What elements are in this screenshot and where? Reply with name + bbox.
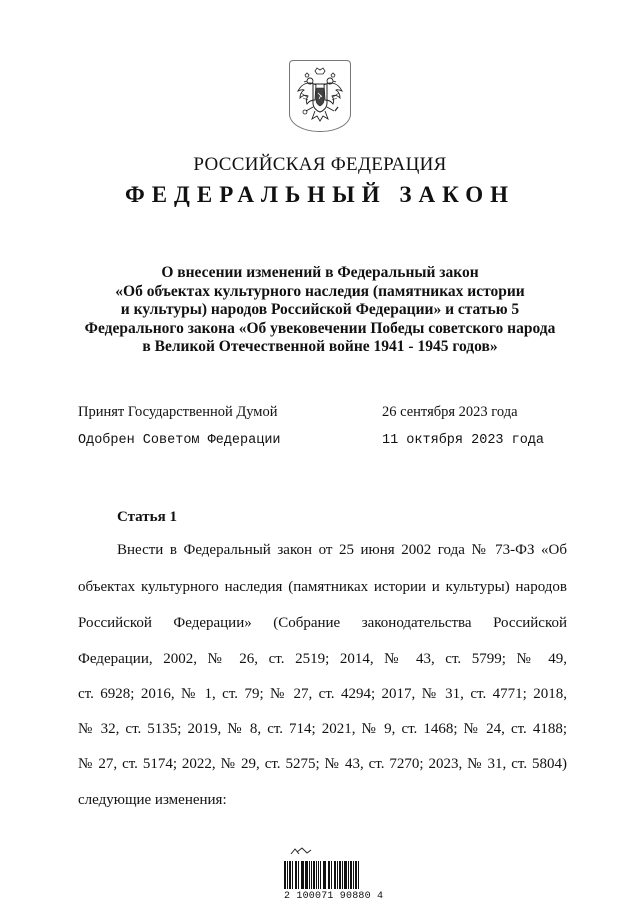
article-text-line: № 32, ст. 5135; 2019, № 8, ст. 714; 2021, № 9, ст. 1468; № 24, ст. 4188; <box>78 721 567 737</box>
barcode-bar <box>329 861 331 889</box>
barcode-bar <box>335 861 336 889</box>
barcode-bar <box>285 861 286 889</box>
adoption-row-federation-council <box>78 433 578 453</box>
country-name: РОССИЙСКАЯ ФЕДЕРАЦИЯ <box>193 154 447 175</box>
article-text-line: объектах культурного наследия (памятниках истории и культуры) народов <box>78 579 567 595</box>
adoption-date: 11 октября 2023 года <box>382 433 545 448</box>
barcode-bar <box>351 861 352 889</box>
barcode-bar <box>309 861 310 889</box>
adoption-label: Одобрен Советом Федерации <box>78 433 281 448</box>
emblem-frame <box>289 60 351 132</box>
law-title-line: в Великой Отечественной войне 1941 - 1945 годов» <box>142 338 498 355</box>
barcode-bar <box>340 861 341 889</box>
barcode-bar <box>314 861 315 889</box>
adoption-date: 26 сентября 2023 года <box>382 404 518 420</box>
barcode-bar <box>331 861 332 889</box>
barcode-bar <box>356 861 357 889</box>
barcode-bar <box>324 861 325 889</box>
law-type-heading: ФЕДЕРАЛЬНЫЙ ЗАКОН <box>124 182 516 207</box>
barcode-bars <box>284 861 360 889</box>
article-heading: Статья 1 <box>117 509 177 525</box>
barcode-bar <box>302 861 303 889</box>
barcode-bar <box>296 861 297 889</box>
article-text-line: Российской Федерации» (Собрание законодательства Российской <box>78 615 567 631</box>
barcode-bar <box>313 861 314 889</box>
barcode-bar <box>345 861 347 889</box>
article-text-line: следующие изменения: <box>78 792 227 808</box>
barcode-bar <box>318 861 320 889</box>
law-title-line: и культуры) народов Российской Федерации» и статью 5 <box>120 301 520 318</box>
barcode-bar <box>353 861 354 889</box>
barcode-logo-icon <box>290 847 312 855</box>
law-title-line: О внесении изменений в Федеральный закон <box>161 264 479 281</box>
barcode-bar <box>337 861 338 889</box>
barcode-bar <box>320 861 321 889</box>
barcode-bar <box>358 861 359 889</box>
barcode-bar <box>292 861 294 889</box>
article-text-line: ст. 6928; 2016, № 1, ст. 79; № 27, ст. 4294; 2017, № 31, ст. 4771; 2018, <box>78 686 567 702</box>
barcode-digits: 2 100071 90880 4 <box>284 891 384 902</box>
russian-coat-of-arms-icon <box>295 67 345 125</box>
barcode-bar <box>307 861 308 889</box>
article-text-line: № 27, ст. 5174; 2022, № 29, ст. 5275; № 43, ст. 7270; 2023, № 31, ст. 5804) <box>78 756 567 772</box>
law-title-line: Федерального закона «Об увековечении Победы советского народа <box>84 319 556 337</box>
barcode-bar <box>325 861 326 889</box>
barcode-bar <box>298 861 299 889</box>
law-title <box>60 264 580 357</box>
barcode-bar <box>342 861 343 889</box>
barcode-bar <box>348 861 349 889</box>
barcode <box>284 842 384 902</box>
article-text-line: Внести в Федеральный закон от 25 июня 2002 года № 73-ФЗ «Об <box>117 542 567 558</box>
article-text-line: Федерации, 2002, № 26, ст. 2519; 2014, № 43, ст. 5799; № 49, <box>78 651 567 667</box>
barcode-bar <box>290 861 291 889</box>
adoption-row-duma <box>78 404 578 424</box>
barcode-bar <box>287 861 288 889</box>
barcode-bar <box>303 861 304 889</box>
law-title-line: «Об объектах культурного наследия (памятниках истории <box>115 282 525 300</box>
adoption-label: Принят Государственной Думой <box>78 404 278 420</box>
